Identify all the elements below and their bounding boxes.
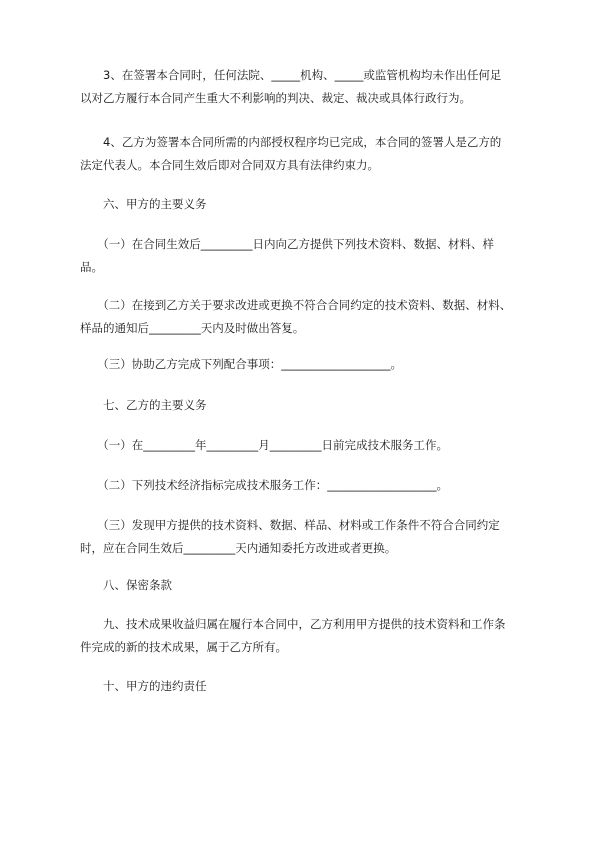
text-line: 九、技术成果收益归属在履行本合同中，乙方利用甲方提供的技术资料和工作条 (80, 617, 506, 631)
text-line: 3、在签署本合同时，任何法院、_____机构、_____或监管机构均未作出任何足 (80, 68, 502, 82)
text-line: （三）协助乙方完成下列配合事项：___________________。 (80, 357, 402, 371)
text-line: （一）在合同生效后_________日内向乙方提供下列技术资料、数据、材料、样 (80, 237, 494, 251)
heading-line: 十、甲方的违约责任 (80, 679, 207, 693)
section-8-heading (80, 574, 532, 597)
section-6-item-2 (80, 294, 532, 340)
text-line: 法定代表人。本合同生效后即对合同双方具有法律约束力。 (80, 158, 379, 172)
heading-line: 六、甲方的主要义务 (80, 197, 207, 211)
section-7-heading (80, 394, 532, 417)
text-line: 件完成的新的技术成果，属于乙方所有。 (80, 640, 287, 654)
clause-3-paragraph (80, 64, 532, 110)
section-7-item-3 (80, 514, 532, 560)
heading-line: 七、乙方的主要义务 (80, 398, 207, 412)
text-line: （三）发现甲方提供的技术资料、数据、样品、材料或工作条件不符合合同约定 (80, 518, 500, 532)
text-line: 样品的通知后_________天内及时做出答复。 (80, 321, 305, 335)
section-7-item-2 (80, 474, 532, 497)
section-6-item-1 (80, 233, 532, 279)
text-line: 时，应在合同生效后_________天内通知委托方改进或者更换。 (80, 541, 397, 555)
text-line: 品。 (80, 260, 103, 274)
section-6-item-3 (80, 353, 532, 376)
section-9-paragraph (80, 613, 532, 659)
text-line: 4、乙方为签署本合同所需的内部授权程序均已完成，本合同的签署人是乙方的 (80, 135, 502, 149)
clause-4-paragraph (80, 131, 532, 177)
section-7-item-1 (80, 434, 532, 457)
section-6-heading (80, 193, 532, 216)
heading-line: 八、保密条款 (80, 578, 172, 592)
section-10-heading (80, 675, 532, 698)
text-line: （一）在_________年_________月_________日前完成技术服务工作。 (80, 438, 448, 452)
text-line: （二）在接到乙方关于要求改进或更换不符合合同约定的技术资料、数据、材料、 (80, 298, 512, 312)
text-line: （二）下列技术经济指标完成技术服务工作：___________________。 (80, 478, 448, 492)
text-line: 以对乙方履行本合同产生重大不利影响的判决、裁定、裁决或具体行政行为。 (80, 91, 471, 105)
